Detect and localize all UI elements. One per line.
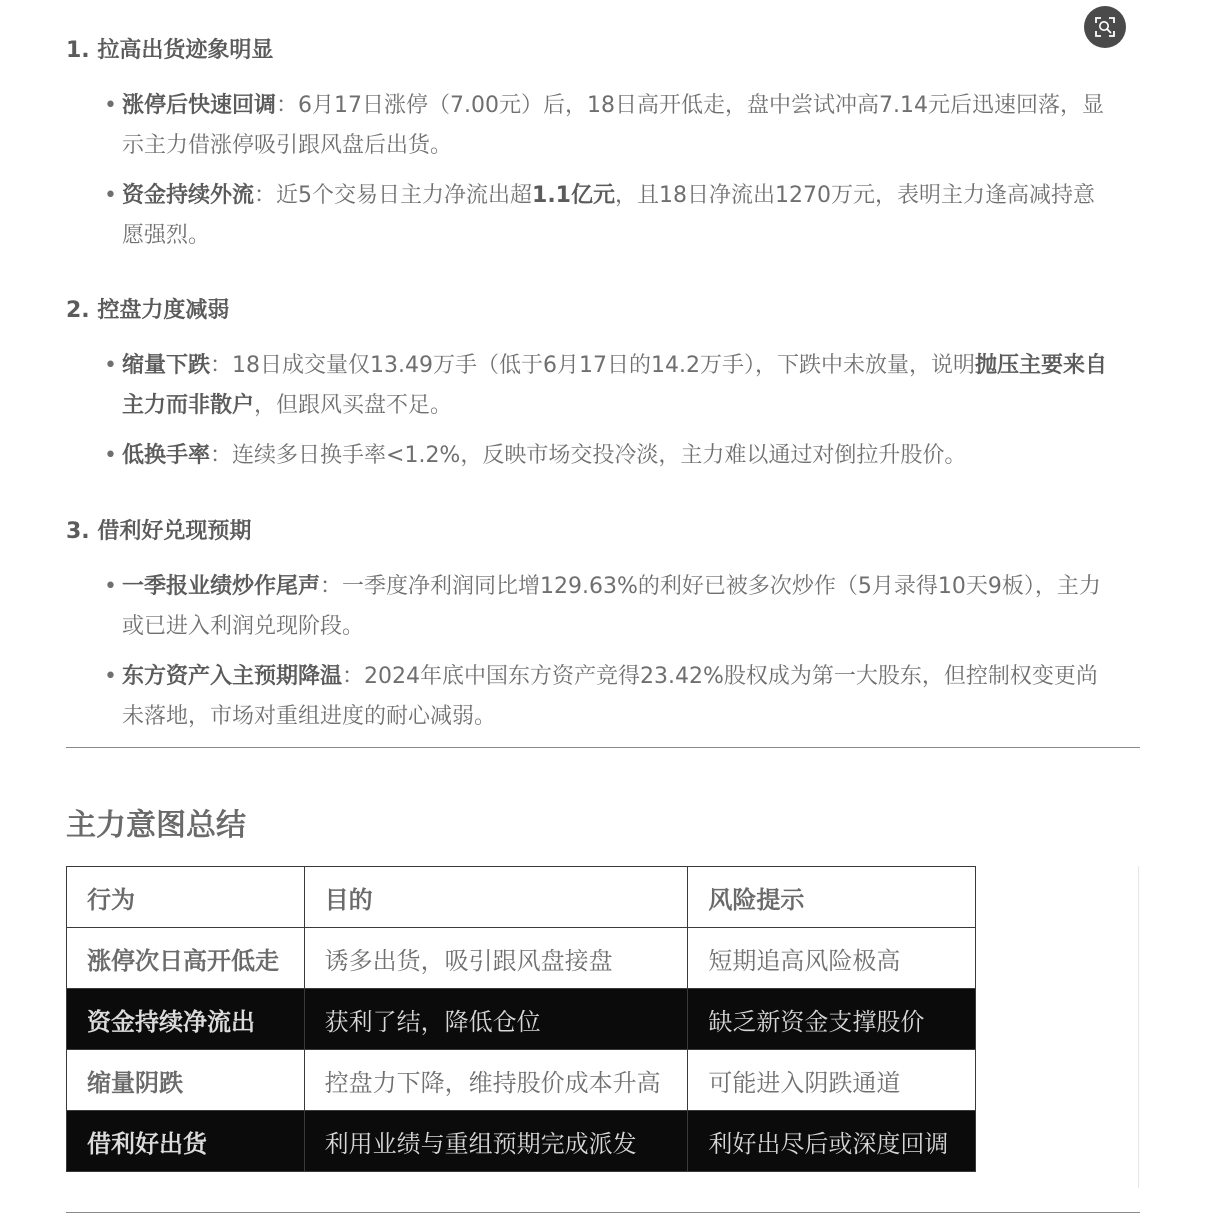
- list-item: [106, 346, 1116, 426]
- bullet-text: ：2024年底中国东方资产竞得23.42%股权成为第一大股东，但控制权变更尚未落地，市场对重组进度的耐心减弱。: [122, 664, 1098, 729]
- bullet-text: ，且18日净流出1270万元，表明主力逢高减持意愿强烈。: [122, 183, 1095, 248]
- bullet-text: ：连续多日换手率<1.2%，反映市场交投冷淡，主力难以通过对倒拉升股价。: [210, 443, 967, 468]
- table-header-cell: 目的: [304, 867, 688, 928]
- bullet-lead: 资金持续外流: [122, 183, 255, 208]
- bullet-icon: •: [104, 93, 117, 118]
- table-row: [67, 928, 976, 989]
- list-item: [106, 86, 1116, 166]
- image-search-icon: [1094, 16, 1116, 38]
- bullet-lead: 缩量下跌: [122, 353, 211, 378]
- table-cell: 利用业绩与重组预期完成派发: [304, 1111, 688, 1172]
- table-cell: 诱多出货，吸引跟风盘接盘: [304, 928, 688, 989]
- section-heading-3: 3. 借利好兑现预期: [66, 519, 252, 544]
- table-header-cell: 行为: [67, 867, 305, 928]
- table-cell: 控盘力下降，维持股价成本升高: [304, 1050, 688, 1111]
- bullet-lead: 涨停后快速回调: [122, 93, 277, 118]
- bullet-lead: 一季报业绩炒作尾声: [122, 574, 321, 599]
- bullet-text: ：18日成交量仅13.49万手（低于6月17日的14.2万手），下跌中未放量，说明: [210, 353, 975, 378]
- table-cell: 资金持续净流出: [67, 989, 305, 1050]
- table-scroll-edge: [1138, 866, 1139, 1188]
- bullet-text: ：近5个交易日主力净流出超: [254, 183, 533, 208]
- table-row: [67, 1111, 976, 1172]
- section-heading-2: 2. 控盘力度减弱: [66, 298, 230, 323]
- table-row: [67, 1050, 976, 1111]
- table-cell: 借利好出货: [67, 1111, 305, 1172]
- list-item: [106, 436, 1116, 476]
- table-row: [67, 989, 976, 1050]
- list-item: [106, 176, 1116, 256]
- bullet-text: ：6月17日涨停（7.00元）后，18日高开低走，盘中尝试冲高7.14元后迅速回落，显示主力借涨停吸引跟风盘后出货。: [122, 93, 1104, 158]
- table-header-row: [67, 867, 976, 928]
- list-item: [106, 657, 1116, 737]
- table-cell: 缺乏新资金支撑股价: [688, 989, 976, 1050]
- table-header-cell: 风险提示: [688, 867, 976, 928]
- table-cell: 利好出尽后或深度回调: [688, 1111, 976, 1172]
- bullet-highlight: 1.1亿元: [532, 183, 615, 208]
- bullet-icon: •: [104, 664, 117, 689]
- bullet-text: ，但跟风买盘不足。: [254, 393, 453, 418]
- list-item: [106, 567, 1116, 647]
- bullet-lead: 东方资产入主预期降温: [122, 664, 343, 689]
- table-cell: 涨停次日高开低走: [67, 928, 305, 989]
- bullet-icon: •: [104, 443, 117, 468]
- bullet-text: ：一季度净利润同比增129.63%的利好已被多次炒作（5月录得10天9板），主力或已进入利润兑现阶段。: [122, 574, 1101, 639]
- table-cell: 可能进入阴跌通道: [688, 1050, 976, 1111]
- bullet-highlight: 抛压主要来自主力而非散户: [122, 353, 1107, 418]
- table-cell: 短期追高风险极高: [688, 928, 976, 989]
- table-cell: 缩量阴跌: [67, 1050, 305, 1111]
- image-search-button[interactable]: [1084, 6, 1126, 48]
- bullet-icon: •: [104, 183, 117, 208]
- bullet-icon: •: [104, 353, 117, 378]
- table-cell: 获利了结，降低仓位: [304, 989, 688, 1050]
- summary-title: 主力意图总结: [66, 808, 246, 843]
- divider: [66, 747, 1140, 748]
- bullet-icon: •: [104, 574, 117, 599]
- section-heading-1: 1. 拉高出货迹象明显: [66, 38, 274, 63]
- summary-table: [66, 866, 976, 1172]
- bullet-lead: 低换手率: [122, 443, 211, 468]
- divider: [66, 1212, 1140, 1213]
